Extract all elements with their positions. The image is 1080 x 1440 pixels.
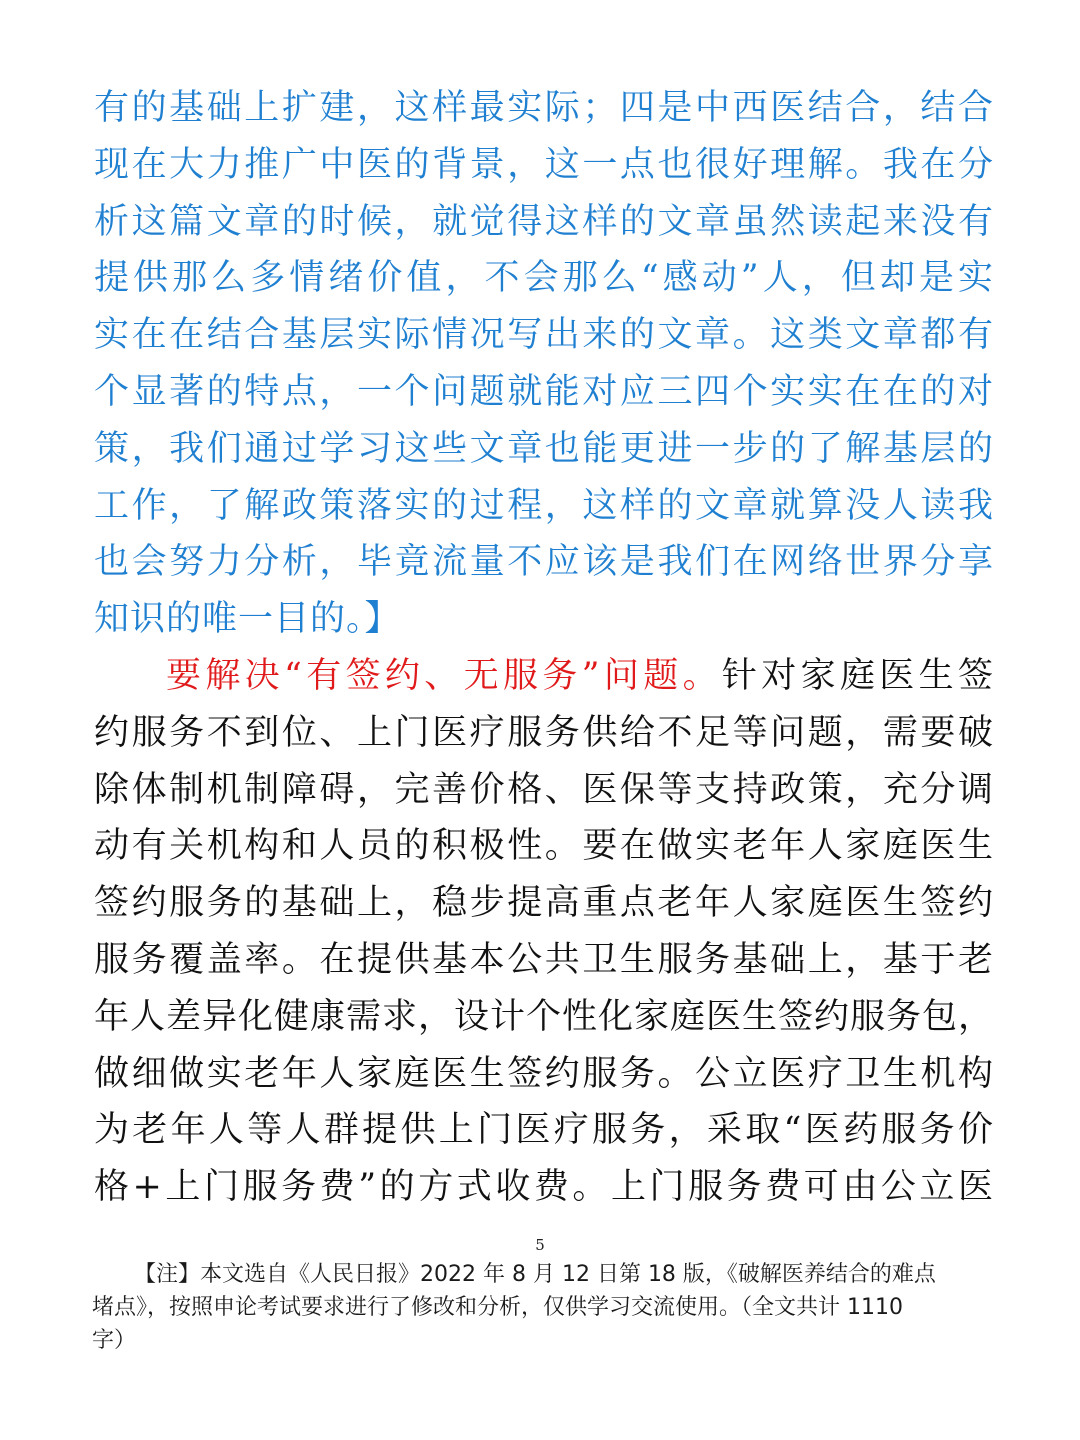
footnote xyxy=(92,1258,992,1357)
section-line: 签约服务的基础上，稳步提高重点老年人家庭医生签约 xyxy=(94,883,994,924)
comment-line: 析这篇文章的时候，就觉得这样的文章虽然读起来没有 xyxy=(94,201,994,242)
article-body xyxy=(94,80,994,1216)
section-line: 动有关机构和人员的积极性。要在做实老年人家庭医生 xyxy=(94,826,994,867)
comment-line: 现在大力推广中医的背景，这一点也很好理解。我在分 xyxy=(94,144,994,185)
page-number: 5 xyxy=(535,1236,545,1254)
comment-line: 实在在结合基层实际情况写出来的文章。这类文章都有 xyxy=(94,315,994,356)
comment-line: 有的基础上扩建，这样最实际；四是中西医结合，结合 xyxy=(94,88,994,128)
comment-line: 个显著的特点，一个问题就能对应三四个实实在在的对 xyxy=(94,371,994,412)
comment-line: 工作，了解政策落实的过程，这样的文章就算没人读我 xyxy=(94,485,994,526)
section-first-line xyxy=(94,648,994,705)
comment-line: 提供那么多情绪价值，不会那么“感动”人，但却是实 xyxy=(94,258,994,299)
section-line: 年人差异化健康需求，设计个性化家庭医生签约服务包， xyxy=(94,996,995,1037)
section-line: 服务覆盖率。在提供基本公共卫生服务基础上，基于老 xyxy=(94,939,994,980)
footnote-line: 字） xyxy=(92,1328,137,1353)
comment-line: 策，我们通过学习这些文章也能更进一步的了解基层的 xyxy=(94,428,994,469)
section-heading: 要解决“有签约、无服务”问题。 xyxy=(166,655,722,696)
section-line: 为老年人等人群提供上门医疗服务，采取“医药服务价 xyxy=(94,1110,994,1151)
footnote-line: 【注】本文选自《人民日报》2022 年 8 月 12 日第 18 版，《破解医养结合的难点 xyxy=(134,1262,936,1287)
comment-line: 知识的唯一目的。】 xyxy=(94,599,401,640)
footnote-line: 堵点》，按照申论考试要求进行了修改和分析，仅供学习交流使用。（全文共计 1110 xyxy=(92,1295,903,1320)
section-line: 做细做实老年人家庭医生签约服务。公立医疗卫生机构 xyxy=(94,1053,994,1094)
comment-line: 也会努力分析，毕竟流量不应该是我们在网络世界分享 xyxy=(94,542,994,583)
section-line: 约服务不到位、上门医疗服务供给不足等问题，需要破 xyxy=(94,712,994,753)
section-line: 除体制机制障碍，完善价格、医保等支持政策，充分调 xyxy=(94,769,994,810)
section-first-line-text: 针对家庭医生签 xyxy=(721,655,994,696)
section-line: 格+上门服务费”的方式收费。上门服务费可由公立医 xyxy=(94,1167,994,1208)
